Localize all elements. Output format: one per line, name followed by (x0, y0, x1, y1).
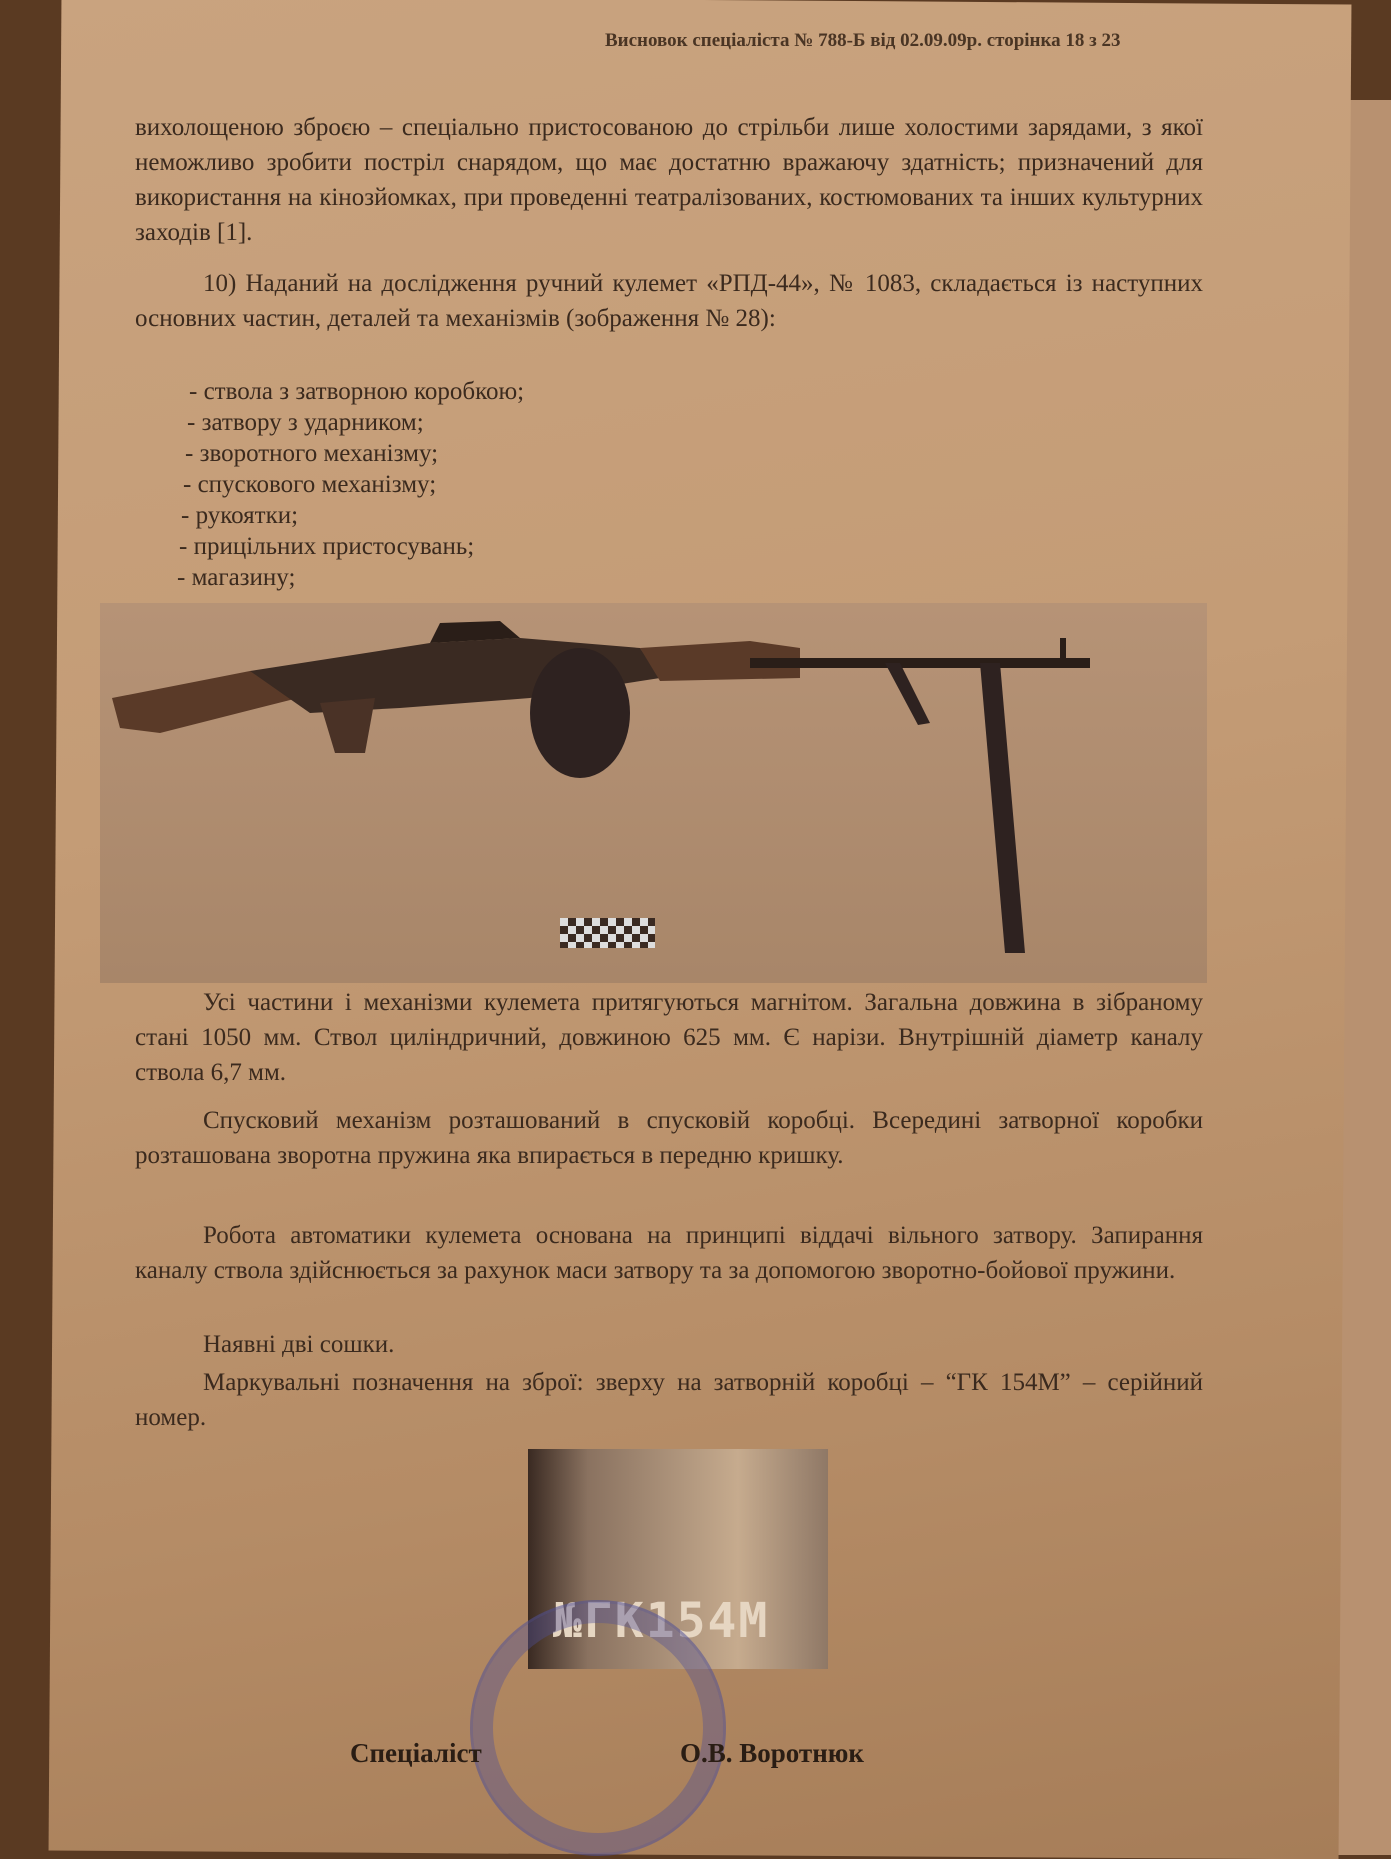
list-item: - рукоятки; (181, 502, 299, 529)
paragraph-4: Спусковий механізм розташований в спусковій коробці. Всередині затворної коробки розташована зворотна пружина яка впирається в передню кришку. (135, 1107, 1203, 1169)
signature-role: Спеціаліст (350, 1738, 482, 1768)
list-item: - зворотного механізму; (185, 440, 439, 467)
list-item: - магазину; (177, 564, 296, 591)
scale-bar (560, 918, 655, 948)
paragraph-3: Усі частини і механізми кулемета притягуються магнітом. Загальна довжина в зібраному стані 1050 мм. Ствол циліндричний, довжиною 625 мм. Є нарізи. Внутрішній діаметр каналу ствола 6,7 мм. (135, 989, 1203, 1086)
paragraph-2: 10) Наданий на дослідження ручний кулемет «РПД-44», № 1083, складається із наступних основних частин, деталей та механізмів (зображення № 28): (135, 270, 1203, 332)
paragraph-6: Наявні дві сошки. (203, 1331, 395, 1358)
parts-list (175, 376, 524, 593)
list-item: - затвору з ударником; (187, 409, 424, 436)
list-item: - прицільних пристосувань; (179, 533, 475, 560)
paragraph-1: вихолощеною зброєю – спеціально пристосованою до стрільби лише холостими зарядами, з якої неможливо зробити постріл снарядом, що має достатню вражаючу здатність; призначений для використання на кінозйомках, при проведенні театралізованих, костюмованих та інших культурних заходів [1]. (135, 114, 1203, 246)
page-header: Висновок спеціаліста № 788-Б від 02.09.09р. сторінка 18 з 23 (605, 30, 1121, 51)
list-item: - спускового механізму; (183, 471, 437, 498)
paragraph-7: Маркувальні позначення на зброї: зверху на затворній коробці – “ГК 154М” – серійний номер. (135, 1369, 1203, 1431)
paragraph-5: Робота автоматики кулемета основана на принципі віддачі вільного затвору. Запирання каналу ствола здійснюється за рахунок маси затвору та за допомогою зворотно-бойової пружини. (135, 1222, 1203, 1284)
serial-number-text: №ГК154М (553, 1593, 770, 1649)
machine-gun-photo (100, 603, 1207, 983)
list-item: - ствола з затворною коробкою; (189, 378, 525, 405)
official-stamp (470, 1600, 726, 1856)
signature-name: О.В. Воротнюк (680, 1738, 864, 1768)
